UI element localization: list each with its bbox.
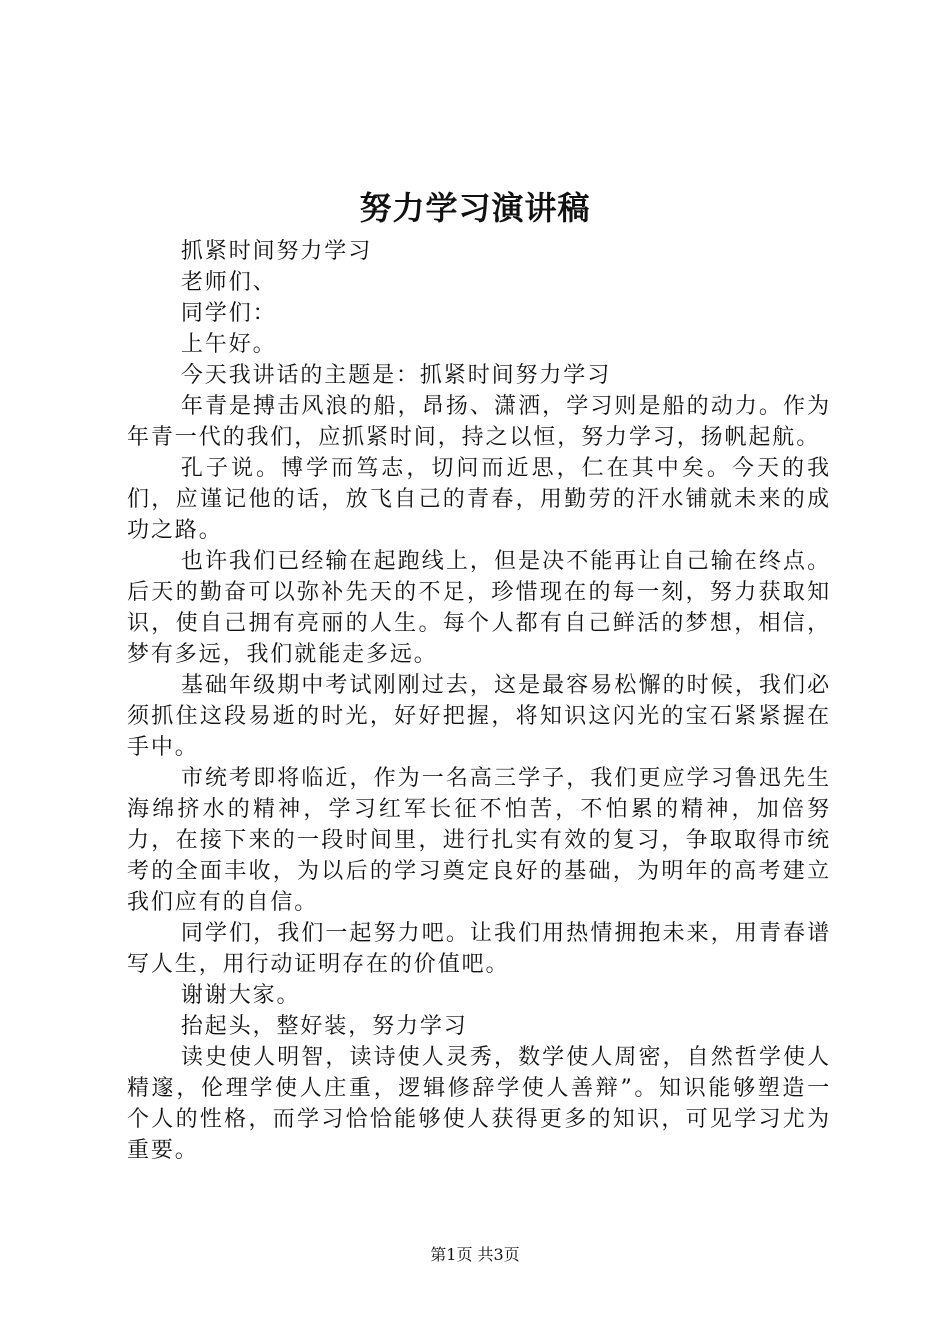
paragraph: 谢谢大家。 — [180, 983, 301, 1008]
paragraph: 同学们，我们一起努力吧。让我们用热情拥抱未来，用青春谱写人生，用行动证明存在的价值吧。 — [127, 921, 831, 977]
document-title: 努力学习演讲稿 — [359, 189, 591, 227]
paragraph: 孔子说。博学而笃志，切问而近思，仁在其中矣。今天的我们，应谨记他的话，放飞自己的青春，用勤劳的汗水铺就未来的成功之路。 — [127, 456, 831, 543]
paragraph: 市统考即将临近，作为一名高三学子，我们更应学习鲁迅先生海绵挤水的精神，学习红军长征不怕苦，不怕累的精神，加倍努力，在接下来的一段时间里，进行扎实有效的复习，争取取得市统考的全面丰收，为以后的学习奠定良好的基础，为明年的高考建立我们应有的自信。 — [127, 766, 831, 915]
paragraph: 基础年级期中考试刚刚过去，这是最容易松懈的时候，我们必须抓住这段易逝的时光，好好把握，将知识这闪光的宝石紧紧握在手中。 — [127, 673, 831, 760]
paragraph: 抓紧时间努力学习 — [180, 239, 373, 264]
paragraph: 今天我讲话的主题是：抓紧时间努力学习 — [180, 363, 612, 388]
page-number: 第1页 共3页 — [430, 1245, 520, 1264]
document-body — [127, 236, 831, 1166]
paragraph: 同学们： — [180, 301, 277, 326]
paragraph: 抬起头，整好装，努力学习 — [180, 1014, 468, 1039]
paragraph: 读史使人明智，读诗使人灵秀，数学使人周密，自然哲学使人精邃，伦理学使人庄重，逻辑修辞学使人善辩”。知识能够塑造一个人的性格，而学习恰恰能够使人获得更多的知识，可见学习尤为重要。 — [127, 1045, 831, 1163]
paragraph: 老师们、 — [180, 270, 277, 295]
paragraph: 也许我们已经输在起跑线上，但是决不能再让自己输在终点。后天的勤奋可以弥补先天的不足，珍惜现在的每一刻，努力获取知识，使自己拥有亮丽的人生。每个人都有自己鲜活的梦想，相信，梦有多远，我们就能走多远。 — [127, 549, 831, 667]
paragraph: 年青是搏击风浪的船，昂扬、潇洒，学习则是船的动力。作为年青一代的我们，应抓紧时间，持之以恒，努力学习，扬帆起航。 — [127, 394, 831, 450]
paragraph: 上午好。 — [180, 332, 277, 357]
